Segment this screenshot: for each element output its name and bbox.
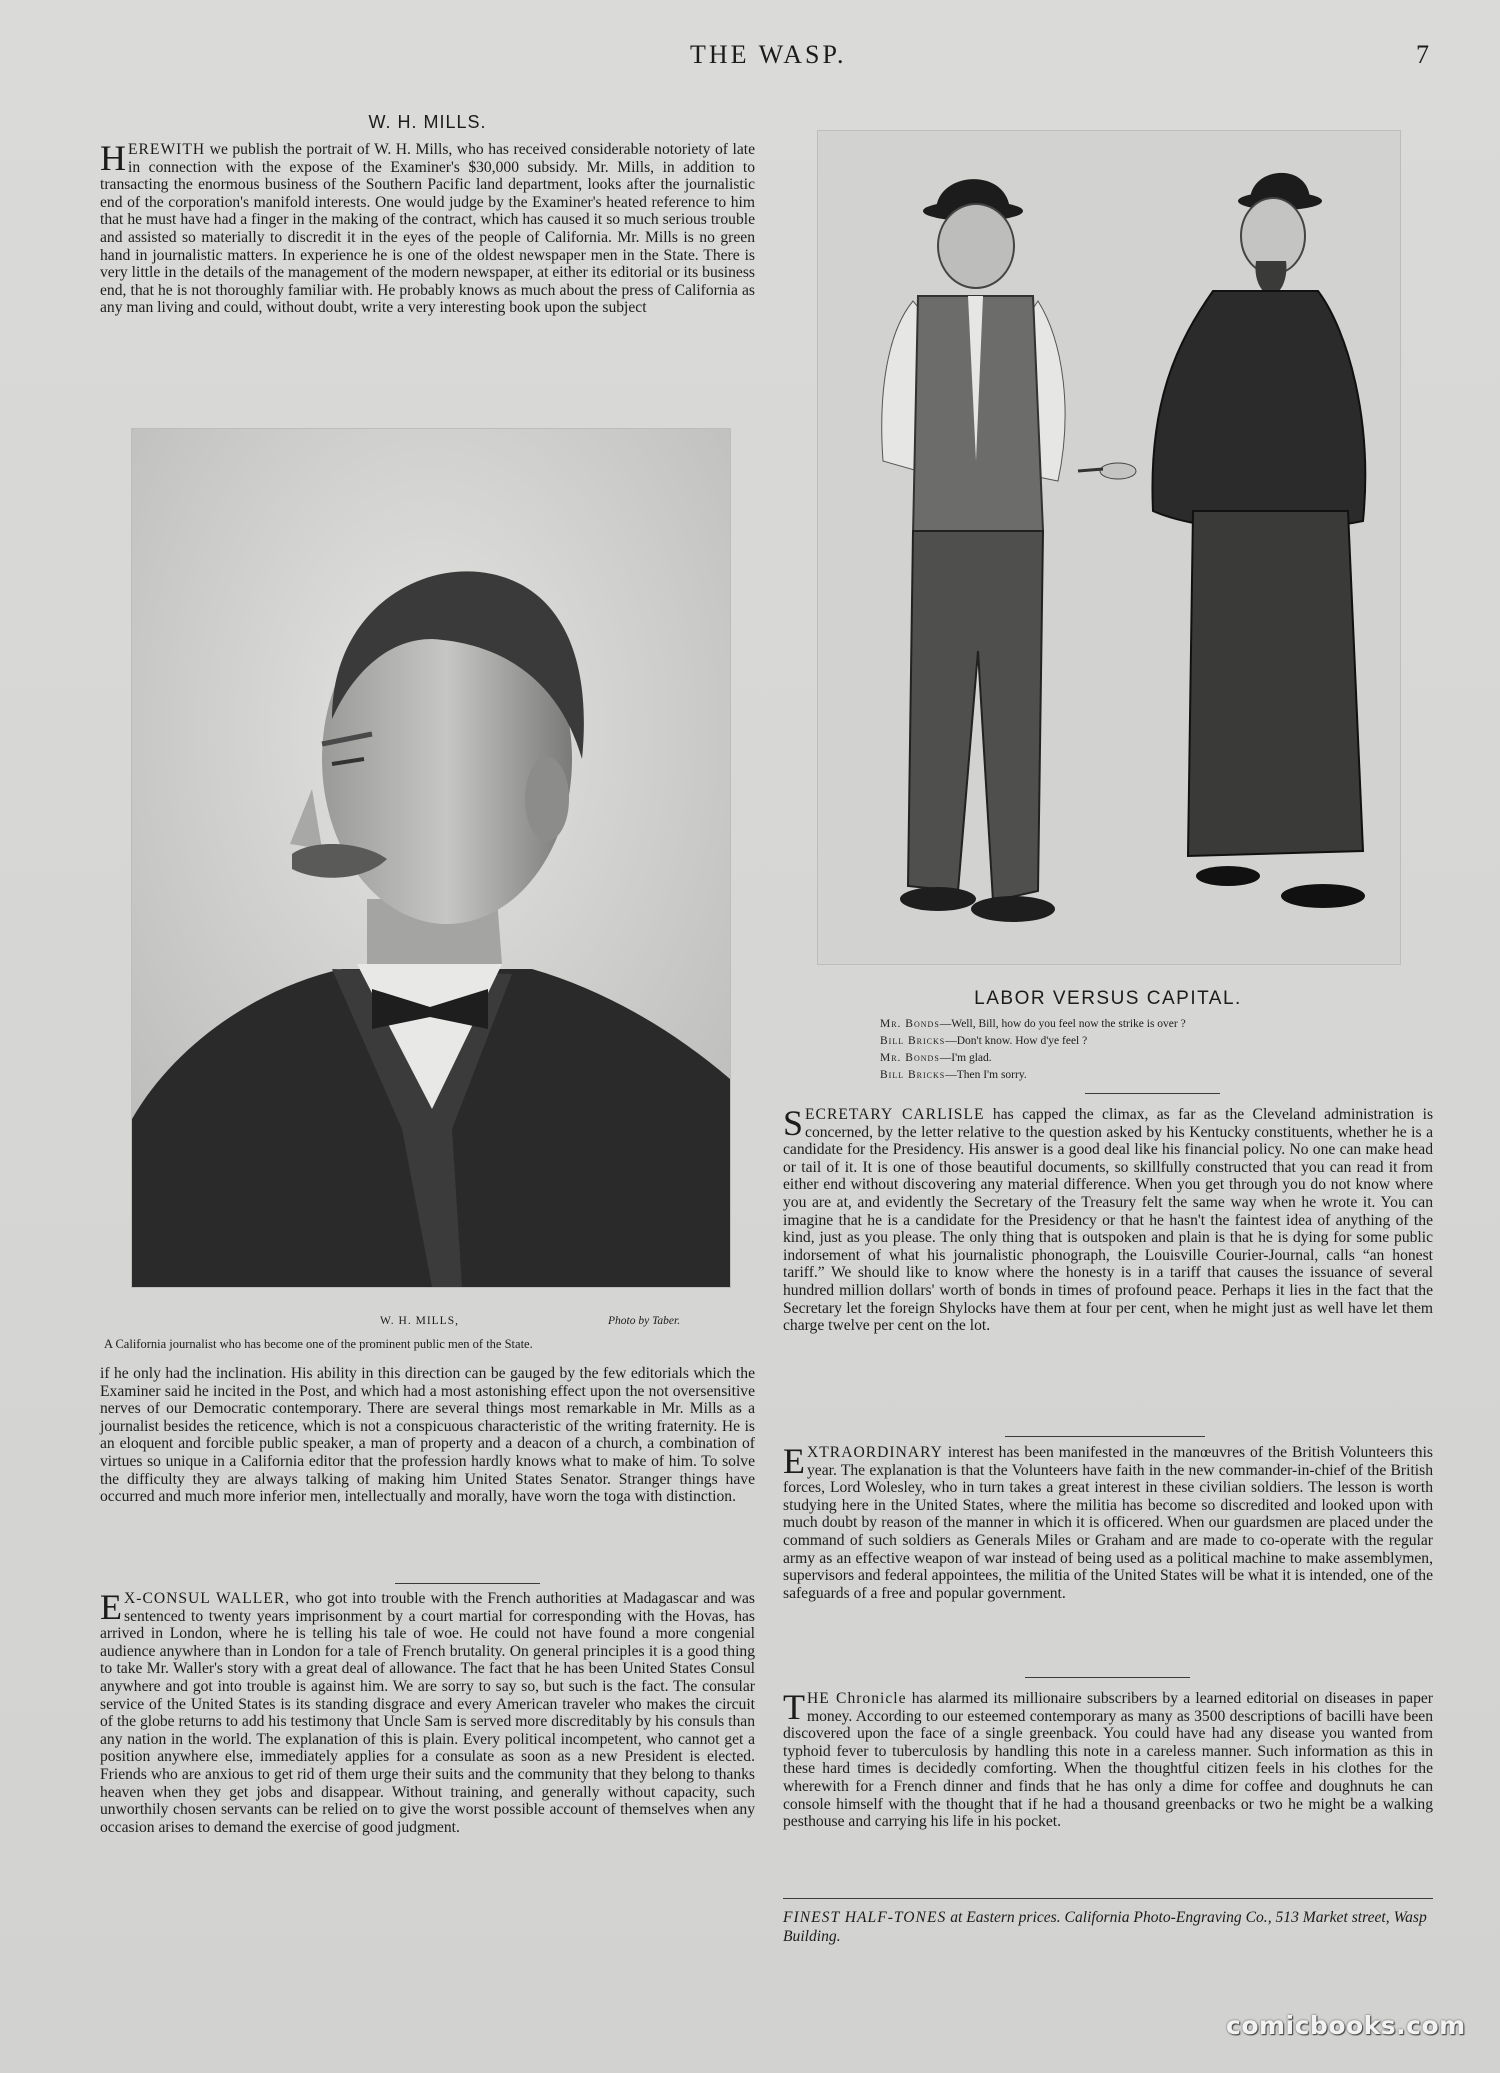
volunteers-lead: XTRAORDINARY	[807, 1444, 943, 1461]
dropcap-s: S	[783, 1103, 804, 1143]
half-tones-advert	[783, 1908, 1433, 1946]
labor-capital-cartoon	[817, 130, 1401, 965]
waller-text: who got into trouble with the French authorities at Madagascar and was sentenced to twenty years imprisonment by a court martial for corresponding with the Hovas, has arrived in London, where he is telling his tale of woe. He could not have found a more congenial audience anywhere than in London for a tale of French brutality. On general principles it is a good thing to take Mr. Waller's story with a great deal of allowance. The fact that he has been United States Consul anywhere and got into trouble is against him. We are sorry to say so, but such is the fact. The consular service of the United States is its standing disgrace and every American traveler who makes the circuit of the globe returns to add his testimony that Uncle Sam is served more discreditably by his consuls than any nation in the world. The explanation of this is plain. Every political incompetent, who cannot get a position anywhere else, immediately applies for a consulate as soon as a new President is elected. Friends who are anxious to get rid of them urge their suits and the community that they belong to thanks heaven when they get jobs and disappear. Without training, and generally without capacity, such unworthily chosen servants can be relied on to give the worst possible account of themselves when any occasion arises to demand the exercise of good judgment.	[100, 1590, 755, 1836]
dialogue-line: Mr. Bonds—I'm glad.	[880, 1052, 992, 1064]
dialogue-line: Bill Bricks—Don't know. How d'ye feel ?	[880, 1035, 1088, 1047]
advert-lead: FINEST HALF-TONES	[783, 1909, 947, 1926]
chronicle-text: has alarmed its millionaire subscribers by a learned editorial on diseases in paper money. According to our esteemed contemporary as many as 3500 descriptions of bacilli have been discovered upon the face of a single greenback. You could have had any disease you wanted from typhoid fever to tuberculosis by handling this note in a careless manner. Such information as this in these hard times is decidedly comforting. When the thoughtful citizen feels in his clothes for the wherewith for a French dinner and finds that he has only a dime for coffee and doughnuts he can console himself with the thought that if he had a thousand greenbacks or two he might be a walking pesthouse and carrying his life in his pocket.	[783, 1690, 1433, 1831]
dialogue-text: Then I'm sorry.	[956, 1069, 1027, 1081]
carlisle-text: has capped the climax, as far as the Cleveland administration is concerned, by the letter relative to the question asked by his Kentucky constituents, whether he is a candidate for the Presidency. His answer is a good deal like his financial policy. No one can make head or tail of it. It is one of those beautiful documents, so skillfully constructed that you can read it from either end without discovering any material difference. When you get through you do not know where you are at, and evidently the Secretary of the Treasury felt the same way when he wrote it. You can imagine that he is a candidate for the Presidency or that he hasn't the faintest idea of anything of the kind, just as you please. The only thing that is outspoken and plain is that he is dying for some public indorsement of what his journalistic phonograph, the Louisville Courier-Journal, calls “an honest tariff.” We should like to know where the honesty is in a tariff that causes the issuance of several hundred million dollars' worth of bonds in times of profound peace. Perhaps it lies in the fact that the Secretary let the foreign Shylocks have them at four per cent, when he might just as well have let them charge twelve per cent on the lot.	[783, 1106, 1434, 1335]
dropcap-e: E	[100, 1587, 122, 1627]
carlisle-article	[783, 1103, 1434, 1335]
cartoon-illustration	[818, 131, 1400, 964]
photo-caption-line	[380, 1315, 720, 1327]
waller-paragraph	[100, 1587, 755, 1836]
rule-divider-left	[395, 1583, 540, 1584]
portrait-illustration	[132, 429, 730, 1287]
mills-lead: EREWITH	[128, 141, 206, 158]
site-watermark: comicbooks.com	[1226, 2011, 1466, 2040]
photo-caption-description: A California journalist who has become one of the prominent public men of the State.	[104, 1337, 533, 1351]
rule-divider-right-3	[1025, 1677, 1190, 1678]
rule-divider-right-1	[1085, 1093, 1220, 1094]
dropcap-h: H	[100, 138, 126, 178]
dropcap-t: T	[783, 1687, 805, 1727]
mills-paragraph-2: if he only had the inclination. His ability in this direction can be gauged by the few editorials which the Examiner said he incited in the Post, and which had a most astonishing effect upon the not oversensitive nerves of our Democratic contemporary. There are several things most remarkable in Mr. Mills as a journalist besides the reticence, which is not a conspicuous characteristic of the writing fraternity. He is an eloquent and forcible public speaker, a man of property and a deacon of a church, a combination of virtues so unique in a California editor that the profession hardly knows what to make of him. To solve the difficulty they are always talking of making him United States Senator. Stranger things have occurred and much more inferior men, intellectually and morally, have worn the toga with distinction.	[100, 1365, 755, 1506]
chronicle-paragraph	[783, 1687, 1433, 1831]
dialogue-text: I'm glad.	[951, 1052, 992, 1064]
volunteers-text: interest has been manifested in the manœuvres of the British Volunteers this year. The explanation is that the Volunteers have faith in the new commander-in-chief of the British forces, Lord Wolesley, who in turn takes a great interest in these civilian soldiers. The lesson is worth studying here in the United States, where the militia has become so discredited and looked upon with much doubt by reason of the manner in which it is officered. When our guardsmen are placed under the command of such soldiers as Generals Miles or Graham and are made to co-operate with the regular army as an effective weapon of war instead of being used as a political machine to make assemblymen, supervisors and federal appointees, the militia of the United States will be what it is intended, one of the safeguards of a free and popular government.	[783, 1444, 1433, 1602]
carlisle-lead: ECRETARY CARLISLE	[805, 1106, 985, 1123]
mills-article-continued	[100, 1365, 755, 1506]
dialogue-speaker: Mr. Bonds	[880, 1052, 940, 1064]
chronicle-article	[783, 1687, 1433, 1831]
dialogue-speaker: Bill Bricks	[880, 1069, 946, 1081]
dialogue-speaker: Mr. Bonds	[880, 1018, 940, 1030]
mills-heading: W. H. MILLS.	[368, 112, 487, 132]
cartoon-dialogue	[880, 1016, 1380, 1084]
running-head	[0, 40, 1500, 80]
masthead: THE WASP.	[690, 40, 847, 69]
dialogue-text: Well, Bill, how do you feel now the strike is over ?	[951, 1018, 1186, 1030]
cartoon-title: LABOR VERSUS CAPITAL.	[974, 988, 1242, 1009]
volunteers-paragraph	[783, 1441, 1433, 1602]
chronicle-lead: HE Chronicle	[807, 1690, 907, 1707]
mills-article-top	[100, 112, 755, 317]
dialogue-text: Don't know. How d'ye feel ?	[956, 1035, 1088, 1047]
carlisle-paragraph	[783, 1103, 1434, 1335]
waller-lead: X-CONSUL WALLER,	[124, 1590, 291, 1607]
rule-divider-full	[783, 1898, 1433, 1899]
dialogue-line: Mr. Bonds—Well, Bill, how do you feel now the strike is over ?	[880, 1018, 1186, 1030]
dropcap-e2: E	[783, 1441, 805, 1481]
rule-divider-right-2	[1005, 1436, 1205, 1437]
dialogue-line: Bill Bricks—Then I'm sorry.	[880, 1069, 1027, 1081]
mills-text-1: we publish the portrait of W. H. Mills, who has received considerable notoriety of late in connection with the expose of the Examiner's $30,000 subsidy. Mr. Mills, in addition to transacting the enormous business of the Southern Pacific land department, looks after the journalistic end of the corporation's manifold interests. One would judge by the Examiner's heated reference to him that he must have had a finger in the making of the contract, which has caused it so much serious trouble and assisted so materially to discredit it in the eyes of the people of California. Mr. Mills is no green hand in journalistic matters. In experience he is one of the oldest newspaper men in the State. There is very little in the details of the management of the modern newspaper, at either its editorial or its business end, that he is not thoroughly familiar with. He probably knows as much about the press of California as any man living and could, without doubt, write a very interesting book upon the subject	[100, 141, 755, 317]
dialogue-speaker: Bill Bricks	[880, 1035, 946, 1047]
advert-text: at Eastern prices. California Photo-Engraving Co., 513 Market street, Wasp Building.	[783, 1909, 1427, 1945]
photo-caption-credit: Photo by Taber.	[608, 1315, 681, 1327]
mills-portrait-photo	[131, 428, 731, 1288]
photo-caption-name: W. H. MILLS,	[380, 1315, 459, 1327]
page-number: 7	[1416, 40, 1429, 69]
mills-paragraph-1	[100, 138, 755, 317]
volunteers-article	[783, 1441, 1433, 1602]
waller-article	[100, 1587, 755, 1836]
